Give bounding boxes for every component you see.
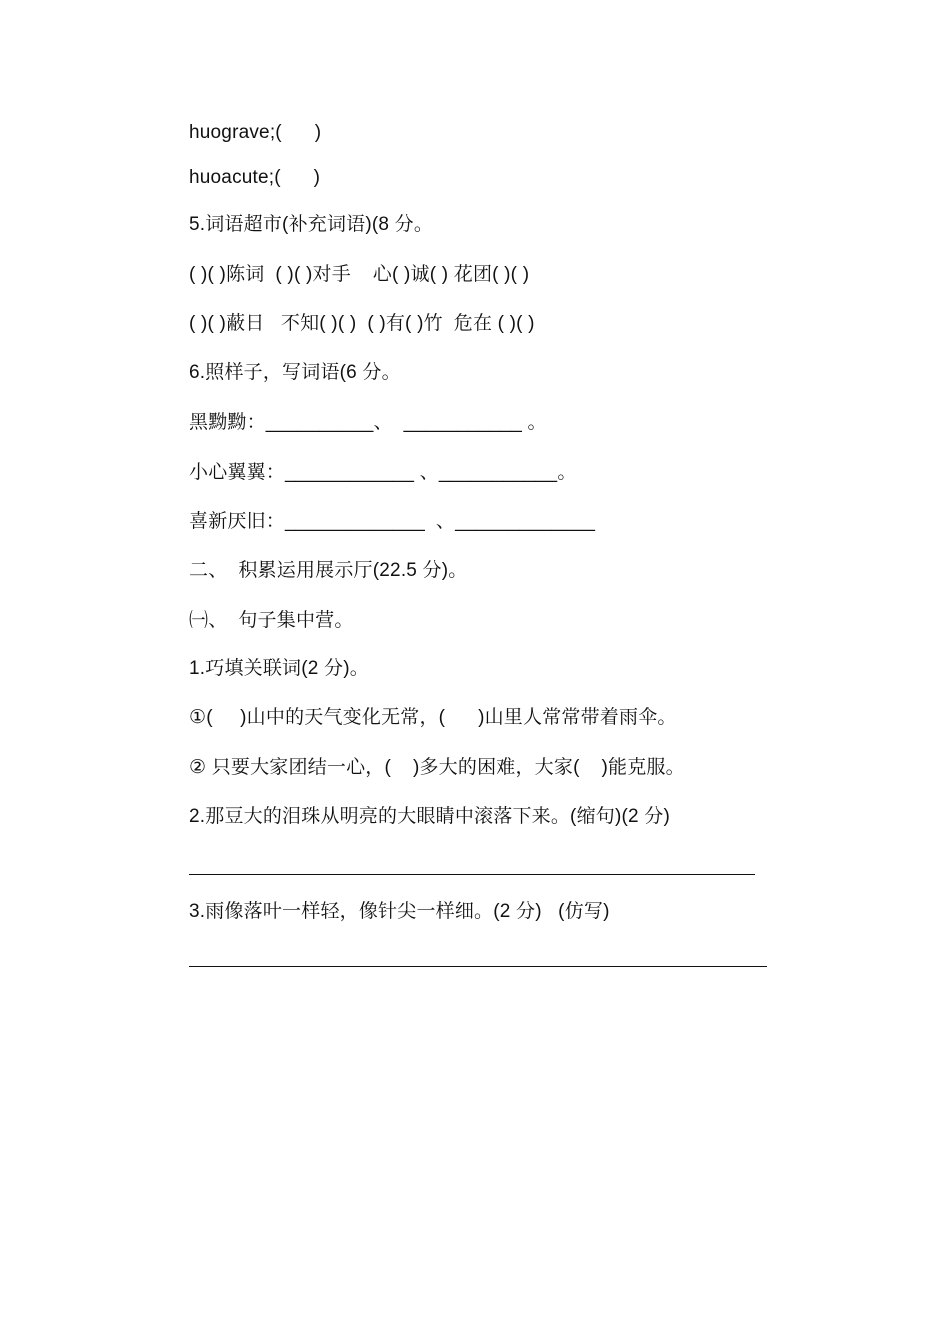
sub-question-1-heading: 1.巧填关联词(2 分)。 xyxy=(189,658,369,679)
sub-question-3: 3.雨像落叶一样轻，像针尖一样细。(2 分) (仿写) xyxy=(189,901,610,922)
pinyin-line-huo-grave: huograve;( ) xyxy=(189,122,322,143)
question-6-item-1: 黑黝黝：__________、 ___________ 。 xyxy=(189,412,547,433)
question-5-heading: 5.词语超市(补充词语)(8 分。 xyxy=(189,214,434,235)
question-5-row-1: ( )( )陈词 ( )( )对手 心( )诚( ) 花团( )( ) xyxy=(189,264,530,285)
question-6-heading: 6.照样子，写词语(6 分。 xyxy=(189,362,401,383)
pinyin-line-huo-acute: huoacute;( ) xyxy=(189,167,321,188)
question-6-item-3: 喜新厌旧：_____________ 、_____________ xyxy=(189,511,596,532)
subsection-1-heading: ㈠、 句子集中营。 xyxy=(189,610,354,631)
question-5-row-2: ( )( )蔽日 不知( )( ) ( )有( )竹 危在 ( )( ) xyxy=(189,313,535,334)
sub-question-2: 2.那豆大的泪珠从明亮的大眼睛中滚落下来。(缩句)(2 分) xyxy=(189,806,671,827)
section-2-heading: 二、 积累运用展示厅(22.5 分)。 xyxy=(189,560,468,581)
sub-question-1-item-1: ①( )山中的天气变化无常，( )山里人常常带着雨伞。 xyxy=(189,707,677,728)
question-6-item-2: 小心翼翼：____________ 、___________。 xyxy=(189,462,577,483)
answer-line-1 xyxy=(189,874,755,875)
answer-line-2 xyxy=(189,966,767,967)
sub-question-1-item-2: ② 只要大家团结一心，( )多大的困难，大家( )能克服。 xyxy=(189,757,685,778)
